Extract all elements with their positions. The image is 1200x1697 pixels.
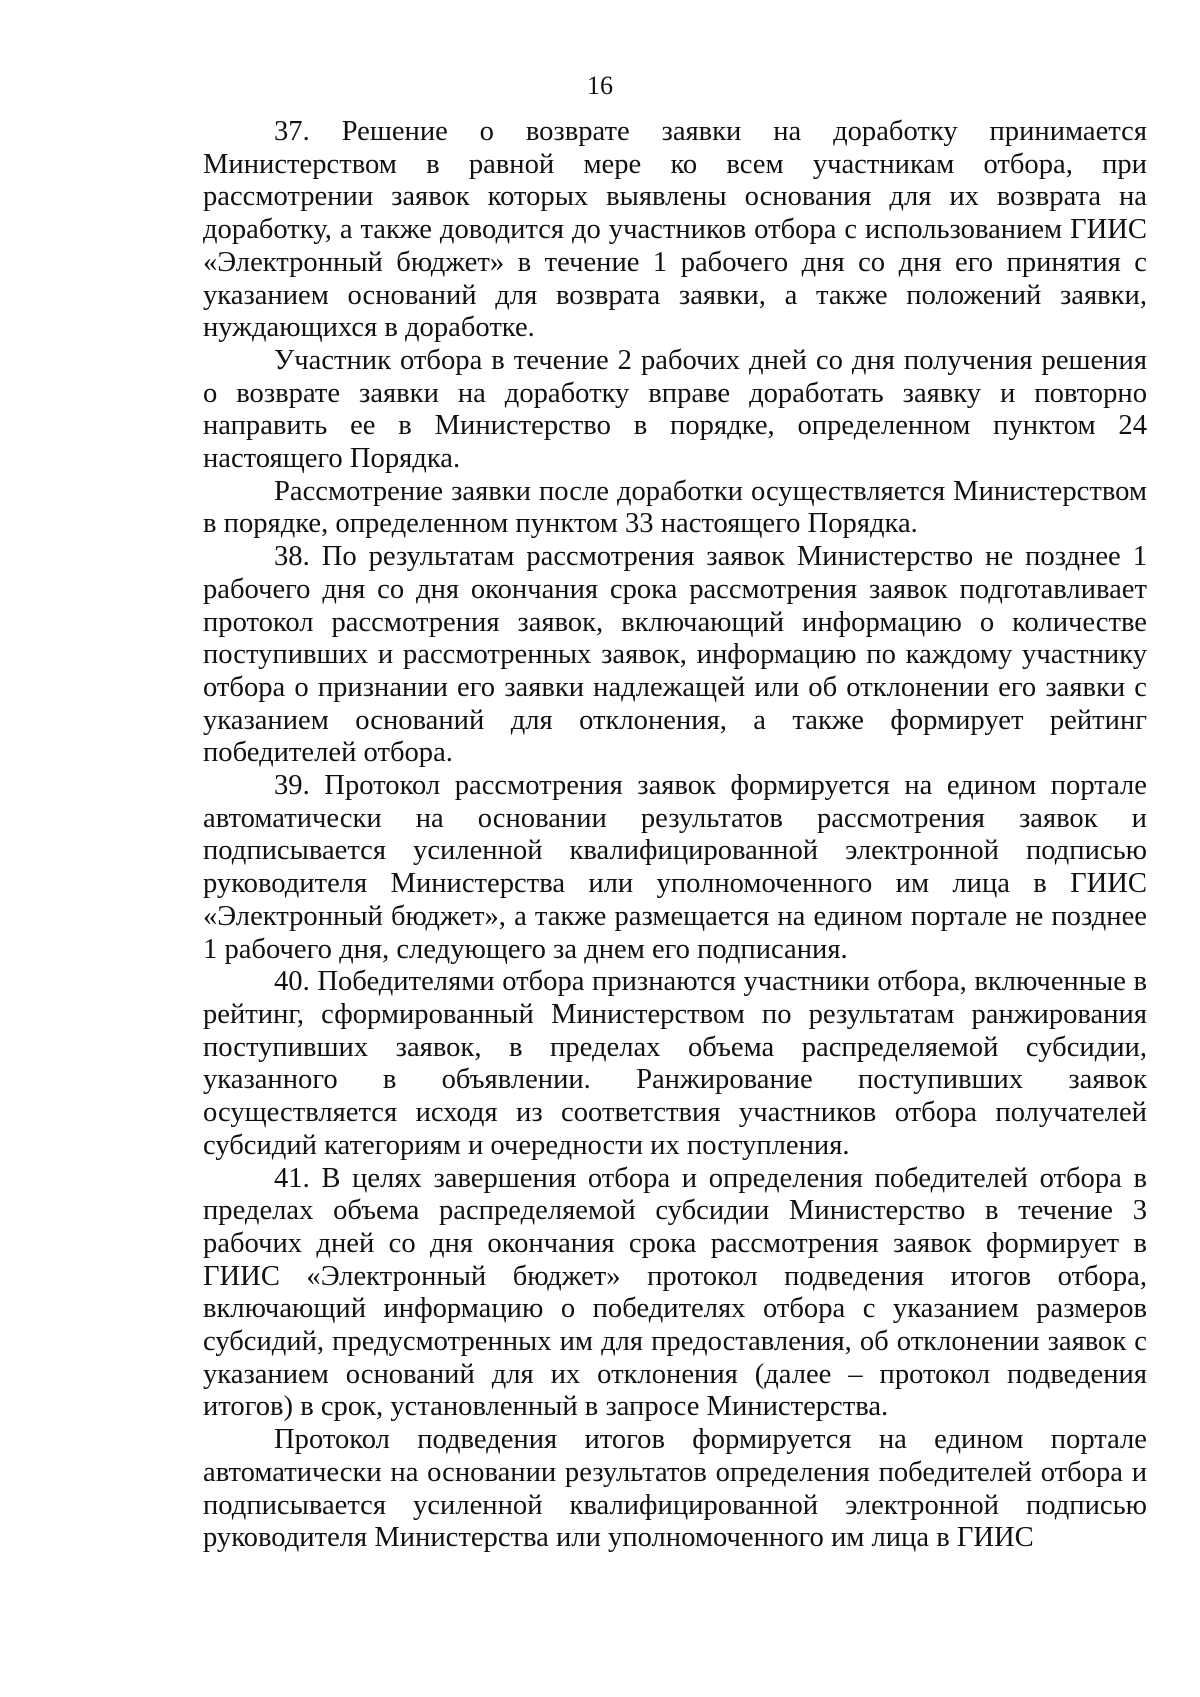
paragraph-38: 38. По результатам рассмотрения заявок Министерство не позднее 1 рабочего дня со дня окончания срока рассмотрения заявок подготавливает протокол рассмотрения заявок, включающий информацию о количестве поступивших и рассмотренных заявок, информацию по каждому участнику отбора о признании его заявки надлежащей или об отклонении его заявки с указанием оснований для отклонения, а также формирует рейтинг победителей отбора. [203,541,1147,769]
page-number: 16 [587,71,613,100]
paragraph-40: 40. Победителями отбора признаются участники отбора, включенные в рейтинг, сформированный Министерством по результатам ранжирования поступивших заявок, в пределах объема распределяемой субсидии, указанного в объявлении. Ранжирование поступивших заявок осуществляется исходя из соответствия участников отбора получателей субсидий категориям и очередности их поступления. [203,966,1147,1161]
paragraph-37-review-after-revision: Рассмотрение заявки после доработки осуществляется Министерством в порядке, определенном пунктом 33 настоящего Порядка. [203,475,1147,540]
paragraph-39: 39. Протокол рассмотрения заявок формируется на едином портале автоматически на основании результатов рассмотрения заявок и подписывается усиленной квалифицированной электронной подписью руководителя Министерства или уполномоченного им лица в ГИИС «Электронный бюджет», а также размещается на едином портале не позднее 1 рабочего дня, следующего за днем его подписания. [203,770,1147,965]
paragraph-37: 37. Решение о возврате заявки на доработку принимается Министерством в равной мере ко всем участникам отбора, при рассмотрении заявок которых выявлены основания для их возврата на доработку, а также доводится до участников отбора с использованием ГИИС «Электронный бюджет» в течение 1 рабочего дня со дня его принятия с указанием оснований для возврата заявки, а также положений заявки, нуждающихся в доработке. [203,116,1147,344]
paragraph-37-resubmission: Участник отбора в течение 2 рабочих дней со дня получения решения о возврате заявки на доработку вправе доработать заявку и повторно направить ее в Министерство в порядке, определенном пунктом 24 настоящего Порядка. [203,344,1147,475]
document-body [203,116,1147,1555]
paragraph-41: 41. В целях завершения отбора и определения победителей отбора в пределах объема распределяемой субсидии Министерство в течение 3 рабочих дней со дня окончания срока рассмотрения заявок формирует в ГИИС «Электронный бюджет» протокол подведения итогов отбора, включающий информацию о победителях отбора с указанием размеров субсидий, предусмотренных им для предоставления, об отклонении заявок с указанием оснований для их отклонения (далее – протокол подведения итогов) в срок, установленный в запросе Министерства. [203,1162,1147,1423]
paragraph-41-summary-protocol: Протокол подведения итогов формируется на едином портале автоматически на основании результатов определения победителей отбора и подписывается усиленной квалифицированной электронной подписью руководителя Министерства или уполномоченного им лица в ГИИС [203,1424,1147,1554]
